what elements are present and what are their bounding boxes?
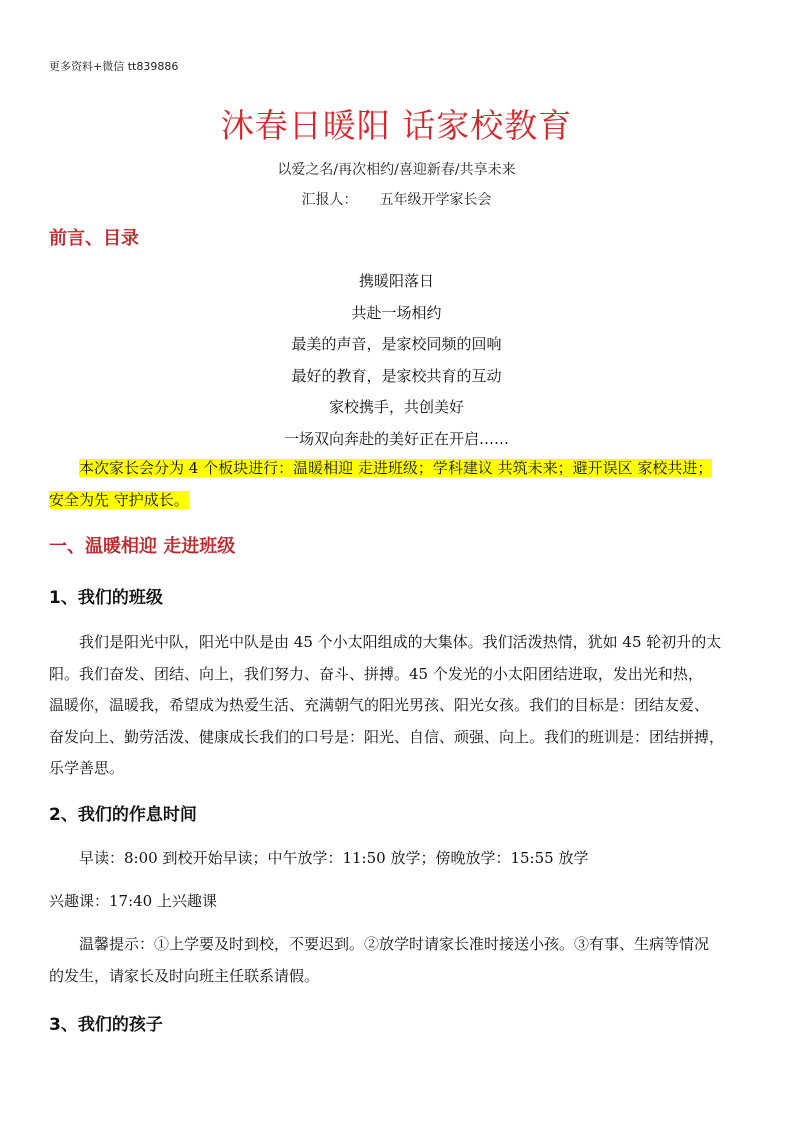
agenda-highlight-line: 本次家长会分为 4 个板块进行：温暖相迎 走进班级；学科建议 共筑未来；避开误区 家校共进； bbox=[79, 459, 713, 477]
poem-line: 最美的声音，是家校同频的回响 bbox=[291, 335, 502, 353]
interest-line: 兴趣课：17:40 上兴趣课 bbox=[49, 892, 217, 910]
schedule-line: 早读：8:00 到校开始早读；中午放学：11:50 放学；傍晚放学：15:55 放学 bbox=[79, 849, 589, 867]
poem-line: 携暖阳落日 bbox=[358, 272, 434, 290]
interest-paragraph bbox=[49, 886, 749, 918]
class-heading: 1、我们的班级 bbox=[49, 588, 163, 608]
poem-line: 共赴一场相约 bbox=[351, 303, 442, 322]
schedule-paragraph bbox=[49, 843, 749, 875]
preface-poem bbox=[0, 266, 793, 455]
paragraph-line: 阳。我们奋发、团结、向上，我们努力、奋斗、拼搏。45 个发光的小太阳团结进取，发出光和热， bbox=[49, 664, 703, 683]
poem-line: 家校携手，共创美好 bbox=[328, 398, 464, 416]
poem-line: 最好的教育，是家校共育的互动 bbox=[291, 366, 502, 385]
agenda-paragraph bbox=[49, 453, 749, 516]
header-note: 更多资料+微信 tt839886 bbox=[49, 60, 179, 73]
schedule-heading: 2、我们的作息时间 bbox=[49, 805, 197, 825]
tips-line: 温馨提示：①上学要及时到校，不要迟到。②放学时请家长准时接送小孩。③有事、生病等情况 bbox=[79, 935, 710, 953]
reporter-label: 汇报人： bbox=[301, 192, 358, 208]
paragraph-line: 温暖你，温暖我，希望成为热爱生活、充满朝气的阳光男孩、阳光女孩。我们的目标是：团结友爱、 bbox=[49, 696, 710, 714]
agenda-highlight-line: 安全为先 守护成长。 bbox=[49, 490, 189, 509]
class-paragraph bbox=[49, 627, 749, 785]
paragraph-line: 我们是阳光中队，阳光中队是由 45 个小太阳组成的大集体。我们活泼热情，犹如 45 轮初升的太 bbox=[79, 633, 722, 651]
subtitle: 以爱之名/再次相约/喜迎新春/共享未来 bbox=[277, 162, 516, 178]
preface-heading: 前言、目录 bbox=[49, 228, 139, 249]
poem-line: 一场双向奔赴的美好正在开启…… bbox=[283, 429, 509, 448]
paragraph-line: 乐学善思。 bbox=[49, 759, 125, 777]
page-title: 沐春日暖阳 话家校教育 bbox=[220, 106, 573, 145]
section1-heading: 一、温暖相迎 走进班级 bbox=[49, 536, 236, 557]
children-heading: 3、我们的孩子 bbox=[49, 1015, 163, 1035]
tips-line: 的发生，请家长及时向班主任联系请假。 bbox=[49, 966, 320, 985]
tips-paragraph bbox=[49, 929, 749, 992]
reporter-line bbox=[0, 189, 793, 209]
reporter-value: 五年级开学家长会 bbox=[379, 192, 492, 208]
paragraph-line: 奋发向上、勤劳活泼、健康成长我们的口号是：阳光、自信、顽强、向上。我们的班训是：团结拼搏， bbox=[49, 727, 725, 746]
